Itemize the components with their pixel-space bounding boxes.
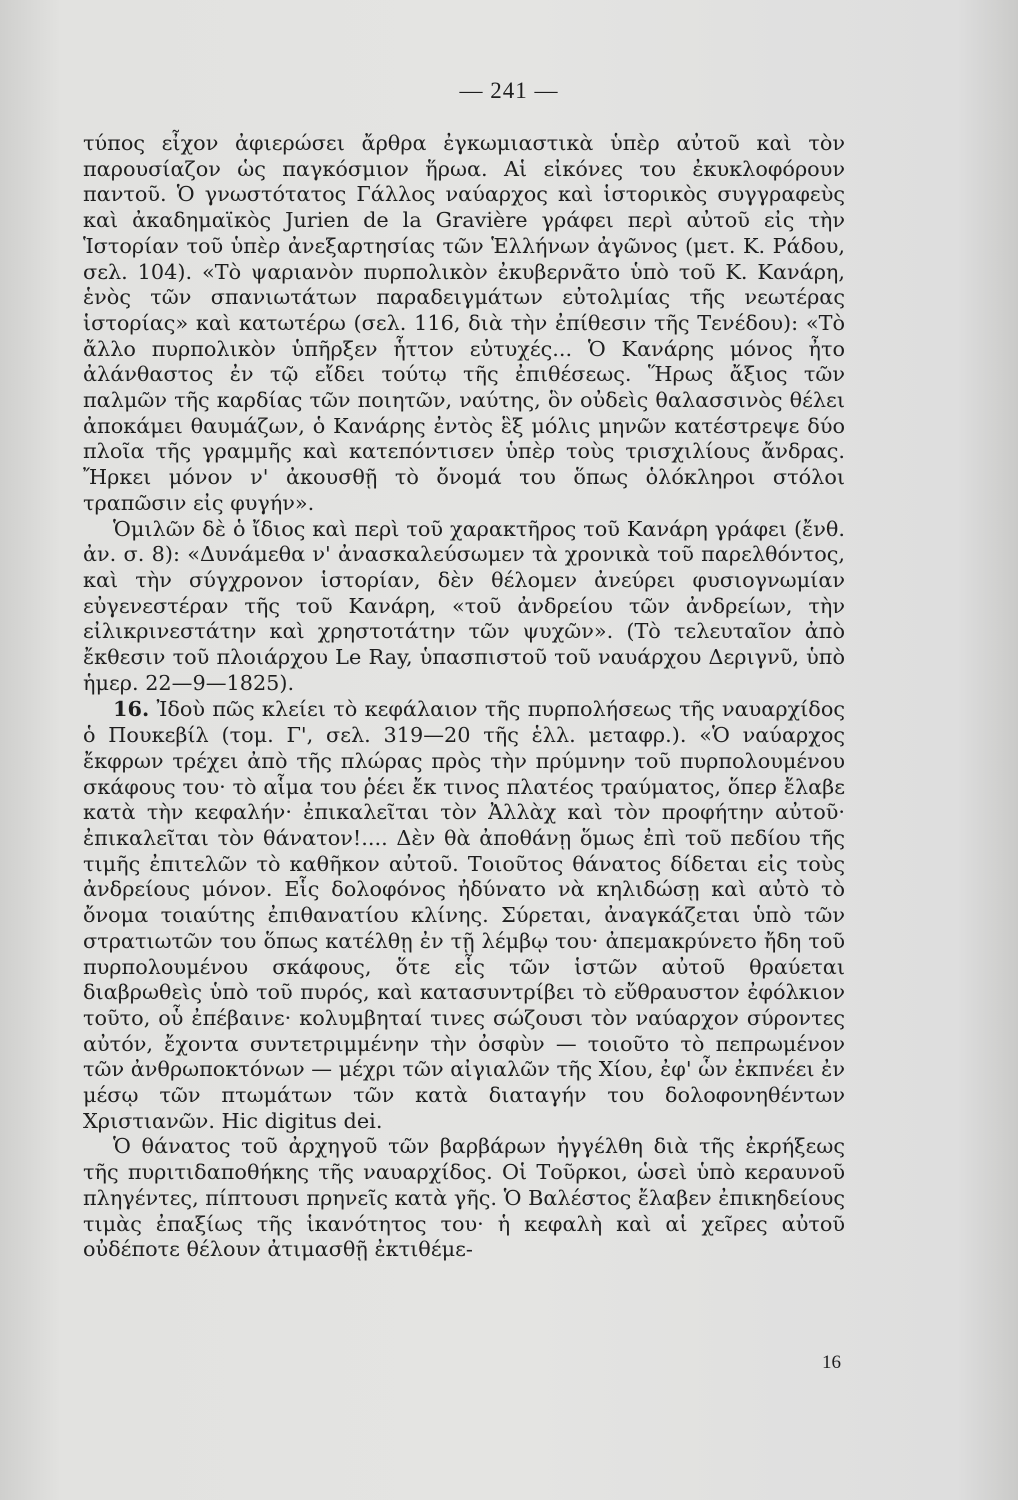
paragraph-2: Ὁμιλῶν δὲ ὁ ἴδιος καὶ περὶ τοῦ χαρακτῆρος τοῦ Κανάρη γράφει (ἔνθ. ἀν. σ. 8): «Δυνάμεθα ν' ἀνασκαλεύσωμεν τὰ χρονικὰ τοῦ παρελθόντος, καὶ τὴν σύγχρονον ἱστορίαν, δὲν θέλομεν ἀνεύρει φυσιογνωμίαν εὐγενεστέραν τῆς τοῦ Κανάρη, «τοῦ ἀνδρείου τῶν ἀνδρείων, τὴν εἰλικρινεστάτην καὶ χρηστοτάτην τῶν ψυχῶν». (Τὸ τελευταῖον ἀπὸ ἔκθεσιν τοῦ πλοιάρχου Le Ray, ὑπασπιστοῦ τοῦ ναυάρχου Δεριγνῦ, ὑπὸ ἡμερ. 22—9—1825). xyxy=(83,516,845,695)
paragraph-1: τύπος εἶχον ἀφιερώσει ἄρθρα ἐγκωμιαστικὰ ὑπὲρ αὐτοῦ καὶ τὸν παρουσίαζον ὡς παγκόσμιον ἥρωα. Αἱ εἰκόνες του ἐκυκλοφόρουν παντοῦ. Ὁ γνωστότατος Γάλλος ναύαρχος καὶ ἱστορικὸς συγγραφεὺς καὶ ἀκαδημαϊκὸς Jurien de la Gravière γράφει περὶ αὐτοῦ εἰς τὴν Ἱστορίαν τοῦ ὑπὲρ ἀνεξαρτησίας τῶν Ἑλλήνων ἀγῶνος (μετ. Κ. Ράδου, σελ. 104). «Τὸ ψαριανὸν πυρπολικὸν ἐκυβερνᾶτο ὑπὸ τοῦ Κ. Κανάρη, ἑνὸς τῶν σπανιωτάτων παραδειγμάτων εὐτολμίας τῆς νεωτέρας ἱστορίας» καὶ κατωτέρω (σελ. 116, διὰ τὴν ἐπίθεσιν τῆς Τενέδου): «Τὸ ἄλλο πυρπολικὸν ὑπῆρξεν ἧττον εὐτυχές... Ὁ Κανάρης μόνος ἦτο ἀλάνθαστος ἐν τῷ εἴδει τούτῳ τῆς ἐπιθέσεως. Ἥρως ἄξιος τῶν παλμῶν τῆς καρδίας τῶν ποιητῶν, ναύτης, ὃν οὐδεὶς θαλασσινὸς θέλει ἀποκάμει θαυμάζων, ὁ Κανάρης ἐντὸς ἓξ μόλις μηνῶν κατέστρεψε δύο πλοῖα τῆς γραμμῆς καὶ κατεπόντισεν ὑπὲρ τοὺς τρισχιλίους ἄνδρας. Ἤρκει μόνον ν' ἀκουσθῇ τὸ ὄνομά του ὅπως ὁλόκληροι στόλοι τραπῶσιν εἰς φυγήν». xyxy=(83,131,845,515)
section-number: 16. xyxy=(113,696,150,722)
signature-mark: 16 xyxy=(822,1352,841,1373)
page-number: — 241 — xyxy=(459,78,559,103)
paragraph-4: Ὁ θάνατος τοῦ ἀρχηγοῦ τῶν βαρβάρων ἠγγέλθη διὰ τῆς ἐκρήξεως τῆς πυριτιδαποθήκης τῆς ναυαρχίδος. Οἱ Τοῦρκοι, ὡσεὶ ὑπὸ κεραυνοῦ πληγέντες, πίπτουσι πρηνεῖς κατὰ γῆς. Ὁ Βαλέστος ἔλαβεν ἐπικηδείους τιμὰς ἐπαξίως τῆς ἱκανότητος του· ἡ κεφαλὴ καὶ αἱ χεῖρες αὐτοῦ οὐδέποτε θέλουν ἀτιμασθῇ ἐκτιθέμε- xyxy=(83,1134,845,1262)
paragraph-3 xyxy=(83,696,845,1134)
body-text xyxy=(83,131,845,1263)
paragraph-3-text: Ἰδοὺ πῶς κλείει τὸ κεφάλαιον τῆς πυρπολήσεως τῆς ναυαρχίδος ὁ Πουκεβίλ (τομ. Γ', σελ. 319—20 τῆς ἑλλ. μεταφρ.). «Ὁ ναύαρχος ἔκφρων τρέχει ἀπὸ τῆς πλώρας πρὸς τὴν πρύμνην τοῦ πυρπολουμένου σκάφους του· τὸ αἷμα του ῥέει ἔκ τινος πλατέος τραύματος, ὅπερ ἔλαβε κατὰ τὴν κεφαλήν· ἐπικαλεῖται τὸν Ἀλλὰχ καὶ τὸν προφήτην αὐτοῦ· ἐπικαλεῖται τὸν θάνατον!.... Δὲν θὰ ἀποθάνῃ ὅμως ἐπὶ τοῦ πεδίου τῆς τιμῆς ἐπιτελῶν τὸ καθῆκον αὐτοῦ. Τοιοῦτος θάνατος δίδεται εἰς τοὺς ἀνδρείους μόνον. Εἷς δολοφόνος ἠδύνατο νὰ κηλιδώσῃ καὶ αὐτὸ τὸ ὄνομα τοιαύτης ἐπιθανατίου κλίνης. Σύρεται, ἀναγκάζεται ὑπὸ τῶν στρατιωτῶν του ὅπως κατέλθῃ ἐν τῇ λέμβῳ του· ἀπεμακρύνετο ἤδη τοῦ πυρπολουμένου σκάφους, ὅτε εἷς τῶν ἱστῶν αὐτοῦ θραύεται διαβρωθεὶς ὑπὸ τοῦ πυρός, καὶ κατασυντρίβει τὸ εὔθραυστον ἐφόλκιον τοῦτο, οὗ ἐπέβαινε· κολυμβηταί τινες σώζουσι τὸν ναύαρχον σύροντες αὐτόν, ἔχοντα συντετριμμένην τὴν ὀσφὺν — τοιοῦτο τὸ πεπρωμένον τῶν ἀνθρωποκτόνων — μέχρι τῶν αἰγιαλῶν τῆς Χίου, ἐφ' ὧν ἐκπνέει ἐν μέσῳ τῶν πτωμάτων τῶν κατὰ διαταγήν του δολοφονηθέντων Χριστιανῶν. Hic digitus dei. xyxy=(83,697,845,1133)
